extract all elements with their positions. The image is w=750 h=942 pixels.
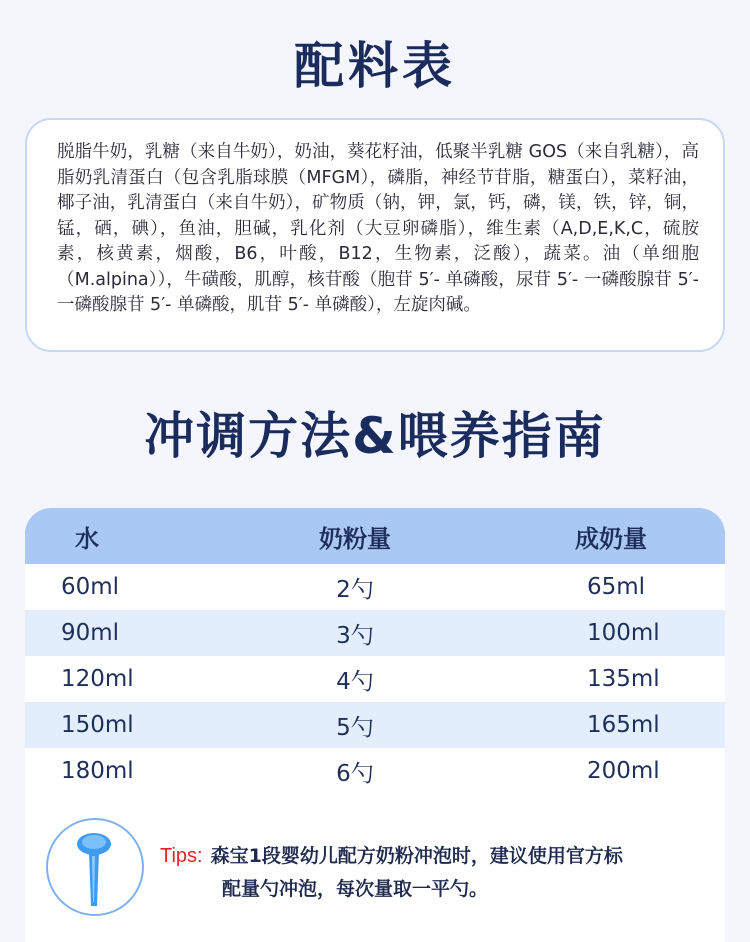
cell-powder: 4勺 — [336, 668, 374, 695]
header-water: 水 — [75, 524, 99, 553]
table-row — [25, 748, 725, 794]
ingredients-title: 配料表 — [294, 37, 456, 95]
tips-note — [160, 840, 700, 906]
ingredients-text: 脱脂牛奶，乳糖（来自牛奶），奶油，葵花籽油，低聚半乳糖 GOS（来自乳糖），高脂奶乳清蛋白（包含乳脂球膜（MFGM），磷脂，神经节苷脂，糖蛋白），菜籽油，椰子油，乳清蛋白（来自牛奶），矿物质（钠，钾，氯，钙，磷，镁，铁，锌，铜，锰，硒，碘），鱼油，胆碱，乳化剂（大豆卵磷脂），维生素（A,D,E,K,C，硫胺素，核黄素，烟酸，B6，叶酸，B12，生物素，泛酸），蔬菜。油（单细胞（M.alpina）），牛磺酸，肌醇，核苷酸（胞苷 5′- 单磷酸，尿苷 5′- 一磷酸腺苷 5′- 一磷酸腺苷 5′- 单磷酸，肌苷 5′- 单磷酸），左旋肉碱。 — [57, 142, 699, 315]
cell-powder: 5勺 — [336, 714, 374, 741]
table-row — [25, 702, 725, 748]
tips-line-2: 配量勺冲泡，每次量取一平勺。 — [222, 878, 489, 900]
cell-water: 90ml — [61, 620, 120, 646]
guide-title: 冲调方法&喂养指南 — [144, 407, 606, 465]
scoop-icon — [46, 818, 144, 916]
measuring-spoon-illustration — [48, 820, 142, 914]
tips-line-1: 森宝1段婴幼儿配方奶粉冲泡时，建议使用官方标 — [210, 845, 623, 867]
table-row — [25, 656, 725, 702]
cell-powder: 3勺 — [336, 622, 374, 649]
cell-water: 150ml — [61, 712, 134, 738]
ingredients-box — [25, 118, 725, 352]
cell-powder: 6勺 — [336, 760, 374, 787]
tips-label: Tips: — [160, 845, 203, 867]
cell-water: 180ml — [61, 758, 134, 784]
cell-powder: 2勺 — [336, 576, 374, 603]
header-milk: 成奶量 — [575, 524, 647, 553]
cell-milk: 165ml — [587, 712, 660, 738]
cell-milk: 135ml — [587, 666, 660, 692]
table-row — [25, 564, 725, 610]
cell-water: 120ml — [61, 666, 134, 692]
header-powder: 奶粉量 — [319, 524, 391, 553]
cell-milk: 65ml — [587, 574, 646, 600]
table-row — [25, 610, 725, 656]
table-header — [25, 508, 725, 564]
cell-milk: 100ml — [587, 620, 660, 646]
cell-water: 60ml — [61, 574, 120, 600]
cell-milk: 200ml — [587, 758, 660, 784]
